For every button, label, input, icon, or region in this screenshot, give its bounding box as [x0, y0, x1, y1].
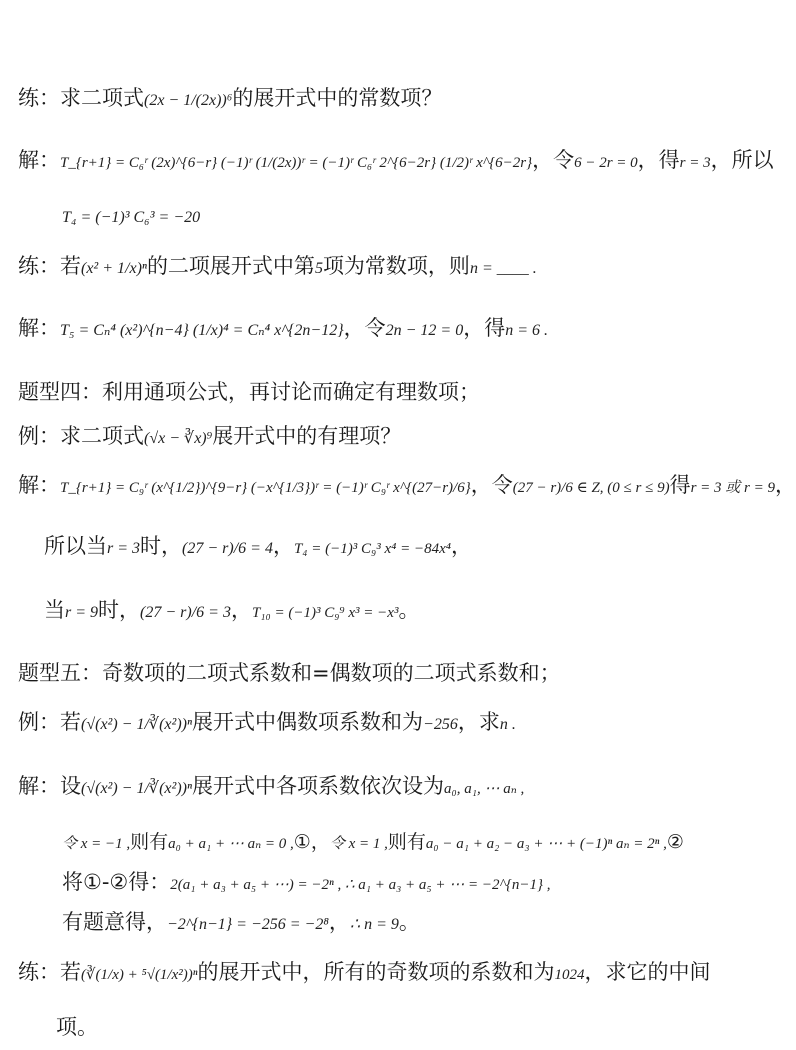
l16-text-a: 有题意得，	[62, 910, 167, 934]
l14-formula-2: a₀ + a₁ + ⋯ aₙ = 0 ,	[168, 836, 294, 852]
l15-text-a: 将①-②得：	[62, 870, 171, 894]
l13-formula-2: a₀, a₁, ⋯ aₙ ,	[444, 781, 525, 797]
l8-formula-2: (27 − r)/6 ∈ Z, (0 ≤ r ≤ 9)	[512, 480, 670, 496]
l15-formula-1: 2(a₁ + a₃ + a₅ + ⋯) = −2ⁿ , ∴ a₁ + a₃ + a₅ + ⋯ = −2^{n−1} ,	[170, 877, 551, 893]
l2	[18, 140, 774, 183]
l5-text-c: ，得	[463, 316, 506, 340]
l4	[18, 246, 537, 289]
l2-text-b: ，令	[532, 148, 575, 172]
l1-text-a: 练：求二项式	[18, 86, 144, 110]
l10-text-c: ，	[230, 598, 252, 622]
l9-formula-1: r = 3	[107, 540, 141, 557]
l10-text-b: 时，	[98, 598, 141, 622]
l13-formula-1: (√(x²) − 1/∛(x²))ⁿ	[81, 780, 193, 797]
l7-text-a: 例：求二项式	[18, 424, 144, 448]
l9	[44, 526, 472, 569]
l9-text-b: 时，	[140, 534, 183, 558]
l9-text-c: ，	[272, 534, 294, 558]
l12-formula-3: n .	[499, 716, 516, 733]
l8-text-b: ，令	[470, 473, 513, 497]
l14	[62, 822, 684, 864]
l6	[18, 372, 480, 412]
l7-text-b: 展开式中的有理项？	[212, 424, 402, 448]
l8-formula-1: T_{r+1} = C₉ʳ (x^{1/2})^{9−r} (−x^{1/3})ʳ = (−1)ʳ C₉ʳ x^{(27−r)/6}	[60, 480, 471, 496]
l7	[18, 416, 401, 459]
l9-text-a: 所以当	[44, 534, 107, 558]
l2-text-a: 解：	[18, 148, 60, 172]
l14-formula-3: 令 x = 1 ,	[329, 836, 388, 852]
l16-formula-1: −2^{n−1} = −256 = −2⁸	[167, 916, 329, 933]
l6-heading: 题型四：利用通项公式，再讨论而确定有理数项；	[18, 380, 480, 404]
l10-text-a: 当	[44, 598, 65, 622]
l8-text-c: 得	[669, 473, 691, 497]
l8-formula-3: r = 3 或 r = 9	[690, 480, 775, 496]
l2-formula-3: r = 3	[679, 155, 711, 171]
l16-formula-2: ∴ n = 9	[349, 916, 399, 933]
l5-text-a: 解：	[18, 316, 60, 340]
l8-text-d: ，	[775, 473, 796, 497]
l7-formula-1: (√x − ∛x)⁹	[144, 430, 213, 447]
l14-text-b: ①，	[293, 831, 330, 853]
l1-formula-1: (2x − 1/(2x))⁶	[144, 92, 233, 109]
l18-text-a: 项。	[56, 1015, 98, 1039]
l4-text-c: 项为常数项，则	[322, 254, 470, 278]
l2-text-d: ，所以	[710, 148, 774, 172]
l4-text-a: 练：若	[18, 254, 81, 278]
l3	[62, 195, 200, 238]
l17-formula-1: (∛(1/x) + ⁵√(1/x²))ⁿ	[81, 967, 198, 983]
l10-formula-1: r = 9	[65, 604, 99, 621]
l12-text-b: 展开式中偶数项系数和为	[192, 710, 424, 734]
l14-text-c: 则有	[387, 831, 426, 853]
l12-formula-1: (√(x²) − 1/∛(x²))ⁿ	[81, 716, 193, 733]
l10-formula-3: T₁₀ = (−1)³ C₉⁹ x³ = −x³	[251, 605, 399, 621]
l18	[56, 1007, 98, 1047]
l5-text-b: ，令	[343, 316, 386, 340]
l13-text-b: 展开式中各项系数依次设为	[192, 774, 445, 798]
l1	[18, 78, 442, 121]
l14-text-a: 则有	[130, 831, 169, 853]
l2-formula-2: 6 − 2r = 0	[574, 155, 638, 171]
l16	[62, 902, 420, 945]
l14-formula-4: a₀ − a₁ + a₂ − a₃ + ⋯ + (−1)ⁿ aₙ = 2ⁿ ,	[425, 836, 667, 852]
l9-formula-2: (27 − r)/6 = 4	[182, 540, 273, 557]
l10-text-d: 。	[398, 598, 420, 622]
l12-text-a: 例：若	[18, 710, 81, 734]
l2-formula-1: T_{r+1} = C₆ʳ (2x)^{6−r} (−1)ʳ (1/(2x))ʳ = (−1)ʳ C₆ʳ 2^{6−2r} (1/2)ʳ x^{6−2r}	[60, 155, 533, 171]
l9-formula-3: T₄ = (−1)³ C₉³ x⁴ = −84x⁴	[293, 541, 451, 557]
l1-text-b: 的展开式中的常数项？	[232, 86, 443, 110]
l4-formula-3: n = ____ .	[469, 260, 537, 277]
l10	[44, 590, 419, 633]
l15	[62, 862, 550, 905]
l11-heading: 题型五：奇数项的二项式系数和=偶数项的二项式系数和；	[18, 661, 561, 685]
l14-text-d: ②	[666, 831, 684, 853]
l16-text-c: 。	[398, 910, 420, 934]
l5-formula-2: 2n − 12 = 0	[385, 322, 464, 339]
l12-text-c: ，求	[457, 710, 500, 734]
l14-formula-1: 令 x = −1 ,	[62, 836, 131, 852]
l9-text-d: ，	[450, 534, 472, 558]
l11	[18, 653, 561, 693]
l13-text-a: 解：设	[18, 774, 81, 798]
l5-formula-1: T₅ = Cₙ⁴ (x²)^{n−4} (1/x)⁴ = Cₙ⁴ x^{2n−12}	[60, 322, 344, 339]
l16-text-b: ，	[328, 910, 350, 934]
l10-formula-2: (27 − r)/6 = 3	[140, 604, 231, 621]
l12-formula-2: −256	[423, 716, 458, 733]
l17-text-c: ，求它的中间	[584, 960, 711, 984]
l12	[18, 702, 516, 745]
l8-text-a: 解：	[18, 473, 60, 497]
l13	[18, 766, 524, 809]
l17	[18, 952, 710, 995]
l17-formula-2: 1024	[554, 967, 585, 983]
l4-formula-2: 5	[314, 260, 323, 277]
l17-text-b: 的展开式中，所有的奇数项的系数和为	[197, 960, 555, 984]
l3-formula-1: T₄ = (−1)³ C₆³ = −20	[62, 209, 201, 226]
l4-text-b: 的二项展开式中第	[146, 254, 315, 278]
l8	[18, 465, 796, 508]
l5	[18, 308, 548, 351]
l4-formula-1: (x² + 1/x)ⁿ	[81, 260, 147, 277]
l5-formula-3: n = 6 .	[505, 322, 548, 339]
l17-text-a: 练：若	[18, 960, 81, 984]
l2-text-c: ，得	[637, 148, 680, 172]
